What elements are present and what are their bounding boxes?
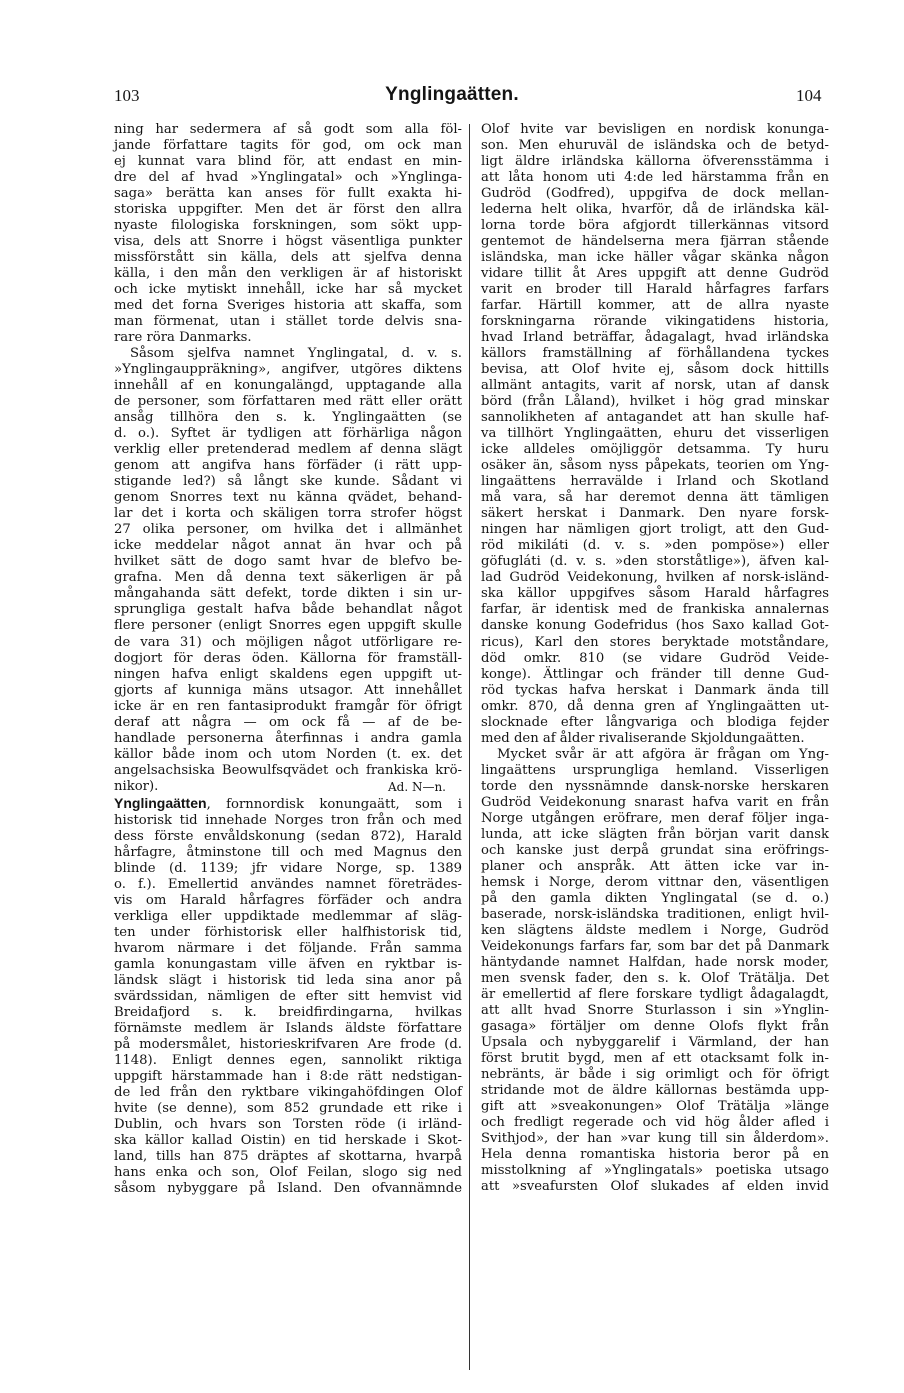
text-line: danske konung Godefridus (hos Saxo kallad Got- (481, 618, 829, 634)
text-line: först brutit bygd, men af ett otacksamt folk in- (481, 1050, 829, 1066)
text-line: deraf att några — om ock få — af de be- (114, 714, 462, 730)
text-line: farfar. Härtill kommer, att de allra nyaste (481, 298, 829, 314)
text-line: är emellertid af flere forskare tydligt ådagalagdt, (481, 986, 829, 1002)
text-line: hvad Irland beträffar, ådagalagt, hvad irländska (481, 330, 829, 346)
text-line: att låta honom uti 4:de led härstamma från en (481, 170, 829, 186)
text-line: hårfagre, åtminstone till och med Magnus den (114, 844, 462, 860)
text-line: lorna torde böra afgjordt tillerkännas vitsord (481, 218, 829, 234)
text-line: va tillhört Ynglingaätten, ehuru det visserligen (481, 426, 829, 442)
text-line: Svithjod», der han »var kung till sin ålderdom». (481, 1130, 829, 1146)
text-line: ländsk slägt i historisk tid leda sina anor på (114, 972, 462, 988)
text-line: att »sveafursten Olof slukades af elden invid (481, 1179, 829, 1195)
text-line: lunda, att icke slägten från början varit dansk (481, 826, 829, 842)
author-signature: Ad. N—n. (387, 779, 446, 794)
text-line: icke alldeles omöjliggör detsamma. Ty huru (481, 442, 829, 458)
text-line: innehåll af en konungalängd, upptagande alla (114, 378, 462, 394)
text-line: nyaste filologiska forskningen, som sökt upp- (114, 218, 462, 234)
text-line: svärdssidan, nämligen de efter sitt hemvist vid (114, 988, 462, 1004)
text-line: de personer, som författaren med rätt eller orätt (114, 394, 462, 410)
text-line: dess förste envåldskonung (sedan 872), Harald (114, 828, 462, 844)
text-line: planer och anspråk. Att ätten icke var in- (481, 858, 829, 874)
text-line: röd tyckas hafva herskat i Danmark ända till (481, 682, 829, 698)
text-line: lingaättens ursprungliga hemland. Visserligen (481, 762, 829, 778)
text-line: ken slägtens äldste medlem i Norge, Gudröd (481, 922, 829, 938)
text-line: 1148). Enligt dennes egen, sannolikt riktiga (114, 1052, 462, 1068)
text-line: d. o.). Syftet är tydligen att förhärliga någon (114, 426, 462, 442)
text-line: förnämste medlem är Islands äldste författare (114, 1020, 462, 1036)
text-line: gasaga» förtäljer om denne Olofs flykt från (481, 1018, 829, 1034)
text-line: allmänt antagits, varit af norsk, utan af dansk (481, 378, 829, 394)
text-line: Dublin, och hvars son Torsten röde (i irländ- (114, 1116, 462, 1132)
text-line: uppgift härstammade han i 8:de rätt nedstigan- (114, 1068, 462, 1084)
text-line: konge). Ättlingar och fränder till denne Gud- (481, 666, 829, 682)
text-line: Hela denna romantiska historia beror på en (481, 1147, 829, 1162)
text-line: Gudröd (Godfred), uppgifva de dock mellan- (481, 186, 829, 202)
text-line: flere personer (enligt Snorres egen uppgift skulle (114, 618, 462, 634)
text-line: gamla konungastam ville äfven en ryktbar is- (114, 956, 462, 972)
text-line: verklig eller pretenderad medlem af denna slägt (114, 442, 462, 458)
text-line: vis om Harald hårfagres förfäder och andra (114, 892, 462, 908)
text-line: men svensk fader, den s. k. Olof Trätälja. Det (481, 970, 829, 986)
text-line: varit en broder till Harald hårfagres farfars (481, 282, 829, 298)
text-line: verkliga eller uppdiktade medlemmar af släg- (114, 908, 462, 924)
text-line: mångahanda sätt defekt, torde dikten i sin ur- (114, 586, 462, 602)
text-line: ten under förhistorisk eller halfhistorisk tid, (114, 924, 462, 940)
text-line: handlade personerna återfinnas i andra gamla (114, 730, 462, 746)
text-line: ska källor uppgifves såsom Harald hårfagres (481, 586, 829, 602)
text-line: att allt hvad Snorre Sturlasson i sin »Ynglin- (481, 1002, 829, 1018)
text-line: Olof hvite var bevisligen en nordisk konunga- (481, 122, 829, 137)
text-line: röd mikiláti (d. v. s. »den pompöse») eller (481, 538, 829, 554)
text-line: sannolikheten af antagandet att han skulle haf- (481, 410, 829, 426)
text-line: göfugláti (d. v. s. »den storståtlige»), äfven kal- (481, 554, 829, 570)
text-line: de led från den ryktbare vikingahöfdingen Olof (114, 1084, 462, 1100)
text-line: misstolkning af »Ynglingatals» poetiska utsago (481, 1163, 829, 1179)
text-line: hemsk i Norge, derom vittnar den, väsentligen (481, 874, 829, 890)
text-line: farfar, är identisk med de frankiska annalernas (481, 602, 829, 618)
text-line: häntydande namnet Halfdan, hade norsk moder, (481, 954, 829, 970)
text-line: historisk tid innehade Norges tron från och med (114, 812, 462, 828)
left-column (114, 122, 462, 1197)
text-line: må vara, så har deremot denna ätt tämligen (481, 490, 829, 506)
text-line: stigande led?) så långt ske kunde. Sådant vi (114, 474, 462, 490)
text-line: ska källor kallad Oistin) en tid herskade i Skot- (114, 1132, 462, 1148)
text-line: dogjort för deras öden. Källorna för framställ- (114, 650, 462, 666)
text-line: ligt äldre irländska källorna öfverensstämma i (481, 154, 829, 170)
text-line: saga» berätta kan anses för fullt exakta hi- (114, 186, 462, 202)
page-number-left: 103 (114, 86, 140, 105)
text-line: »Ynglingauppräkning», angifver, utgöres diktens (114, 362, 462, 378)
text-line: källa, i den mån den verkligen är af historiskt (114, 266, 462, 282)
text-line: på modersmålet, historieskrifvaren Are frode (d. (114, 1036, 462, 1052)
text-line: isländska, man icke häller vågar skänka någon (481, 250, 829, 266)
text-line: Såsom sjelfva namnet Ynglingatal, d. v. s. (130, 346, 462, 362)
text-line: ningen hafva enligt skaldens egen uppgift ut- (114, 666, 462, 682)
text-line: lar det i korta och skäligen torra strofer högst (114, 506, 462, 522)
text-line (114, 779, 462, 795)
text-line: Ynglingaätten, fornnordisk konungaätt, som i (114, 794, 462, 812)
running-title: Ynglingaätten. (385, 84, 519, 105)
text-line: Gudröd Veidekonung snarast hafva varit en från (481, 794, 829, 810)
text-line: Breidafjord s. k. breidfirdingarna, hvilkas (114, 1004, 462, 1020)
text-line: och kanske just derpå grundat sina eröfrings- (481, 842, 829, 858)
text-line: genom Snorres text nu känna qvädet, behand- (114, 490, 462, 506)
text-line: med det forna Sveriges historia att skaffa, som (114, 298, 462, 314)
text-line: storiska uppgifter. Men det är först den allra (114, 202, 462, 218)
text-line: vidare tillit åt Ares uppgift att denne Gudröd (481, 266, 829, 282)
text-line: med den af ålder rivaliserande Skjoldungaätten. (481, 730, 805, 746)
text-line: omkr. 870, då denna gren af Ynglingaätten ut- (481, 698, 829, 714)
text-line: lad Gudröd Veidekonung, hvilken af norsk-isländ- (481, 570, 829, 586)
text-line: ricus), Karl den stores beryktade motståndare, (481, 634, 829, 650)
right-column (481, 122, 829, 1195)
text-line: och fredligt regerade och vid hög ålder afled i (481, 1114, 829, 1130)
text-line: Veidekonungs farfars far, som bar det på Danmark (481, 938, 829, 954)
text-line: källor både inom och utom Norden (t. ex. det (114, 746, 462, 762)
text-line: börd (från Låland), hvilket i hög grad minskar (481, 394, 829, 410)
text-line: gentemot de händelserna mera fjärran stående (481, 234, 829, 250)
text-line: visa, dels att Snorre i högst väsentliga punkter (114, 234, 462, 250)
text-line: icke är en ren fantasiprodukt framgår för öfrigt (114, 698, 462, 714)
page-number-right: 104 (796, 86, 822, 105)
text-line: ansåg tillhöra den s. k. Ynglingaätten (se (114, 410, 462, 426)
text-line: 27 olika personer, om hvilka det i allmänhet (114, 522, 462, 538)
text-line: gift att »sveakonungen» Olof Trätälja »länge (481, 1098, 829, 1114)
text-line: ej kunnat vara blind för, att endast en min- (114, 154, 462, 170)
text-line: Upsala och nybyggarelif i Värmland, der han (481, 1034, 829, 1050)
text-line: land, tills han 875 dräptes af skottarna, hvarpå (114, 1149, 462, 1164)
text-line: slocknade efter långvariga och blodiga fejder (481, 714, 829, 730)
text-line-content: nikor). (114, 778, 159, 794)
text-line: bevisa, att Olof hvite ej, såsom dock hittills (481, 362, 829, 378)
text-line: man förmenat, utan i stället torde delvis sna- (114, 314, 462, 330)
text-line: säkert herskat i Danmark. Den nyare forsk- (481, 506, 829, 522)
text-line: forskningarna rörande vikingatidens historia, (481, 314, 829, 330)
text-line: hvilket sätt de dogo samt hvar de blefvo be- (114, 554, 462, 570)
text-line: stridande mot de äldre källornas bestämda upp- (481, 1082, 829, 1098)
text-line: torde den nyssnämnde dansk-norske herskaren (481, 778, 829, 794)
text-line: och icke mytiskt innehåll, icke har så mycket (114, 282, 462, 298)
text-line: osäker än, såsom nyss påpekats, teorien om Yng- (481, 458, 829, 474)
text-line: baserade, norsk-isländska traditionen, enligt hvil- (481, 906, 829, 922)
text-line: hvarom närmare i det följande. Från samma (114, 940, 462, 956)
text-line: genom att angifva hans förfäder (i rätt upp- (114, 458, 462, 474)
text-line: blinde (d. 1139; jfr vidare Norge, sp. 1389 (114, 860, 462, 876)
text-line: icke meddelar något annat än hvar och på (114, 538, 462, 554)
text-line: missförstått sin källa, dels att sjelfva denna (114, 250, 462, 266)
text-line: jande författare tagits för god, om ock man (114, 138, 462, 154)
column-divider (469, 124, 470, 1370)
text-line: sprungliga gestalt hafva både behandlat något (114, 602, 462, 618)
text-line: lederna helt olika, hvarför, då de irländska käl- (481, 202, 829, 218)
text-line: hans enka och son, Olof Feilan, slogo sig ned (114, 1165, 462, 1181)
text-line: källors framställning af förhållandena tyckes (481, 346, 829, 362)
text-line: hvite (se denne), som 852 grundade ett rike i (114, 1100, 462, 1116)
text-line: såsom nybyggare på Island. Den ofvannämnde (114, 1181, 462, 1197)
entry-headword: Ynglingaätten (114, 794, 207, 811)
text-line: ning har sedermera af så godt som alla föl- (114, 122, 462, 137)
text-line: grafna. Men då denna text säkerligen är på (114, 570, 462, 586)
text-line: dre del af hvad »Ynglingatal» och »Ynglinga- (114, 170, 462, 186)
text-line: rare röra Danmarks. (114, 330, 252, 346)
text-line: de vara 31) och möjligen något utförligare re- (114, 634, 462, 650)
text-line: Norge utgången eröfrare, men deraf följer inga- (481, 810, 829, 826)
text-line: ningen har nämligen gjort troligt, att den Gud- (481, 522, 829, 538)
text-line: nebränts, är både i sig orimligt och för öfrigt (481, 1066, 829, 1082)
text-line: död omkr. 810 (se vidare Gudröd Veide- (481, 650, 829, 666)
text-line: Mycket svår är att afgöra är frågan om Yng- (497, 746, 829, 762)
text-line: gjorts af kunniga mäns utsagor. Att innehållet (114, 682, 462, 698)
text-line: angelsachsiska Beowulfsqvädet och frankiska krö- (114, 762, 462, 778)
text-line: på den gamla dikten Ynglingatal (se d. o.) (481, 890, 829, 906)
page-header (0, 86, 904, 114)
text-line: lingaättens herravälde i Irland och Skotland (481, 474, 829, 490)
text-line: son. Men ehuruväl de isländska och de betyd- (481, 138, 829, 154)
text-line: o. f.). Emellertid användes namnet företrädes- (114, 876, 462, 892)
